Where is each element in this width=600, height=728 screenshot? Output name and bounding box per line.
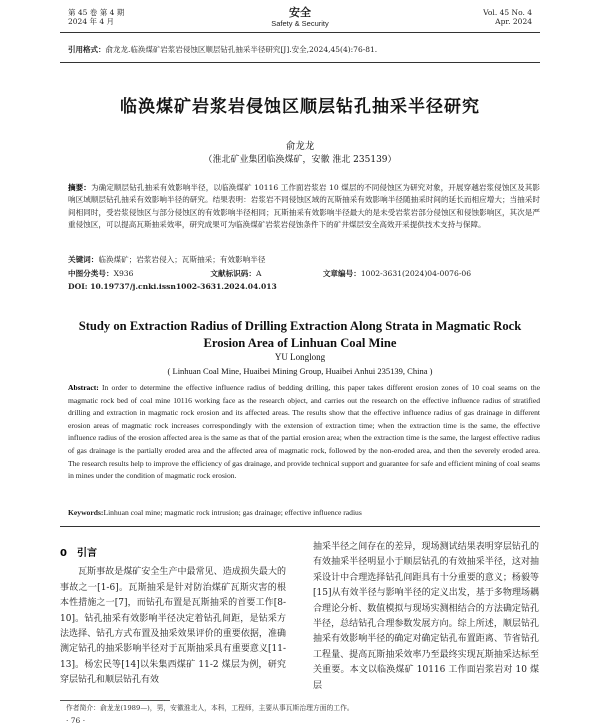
citation-label: 引用格式： [68,45,106,54]
abstract-cn [68,182,540,232]
article-number: 文章编号：1002-3631(2024)04-0076-06 [322,269,472,278]
abstract-en-text: In order to determine the effective influence radius of bedding drilling, this paper takes different erosion zones of 10 coal seams on the magmatic rock bed of coal mine 10116 working face as the research object, and carries out the research on the effective influence radius of stratified drilling and extraction in magmatic rock erosion and its affected areas. The results show that the effective influence radius of gas drainage in different erosion areas of magmatic rock increases correspondingly with the extension of extraction time; when the extraction time is the same, the effective influence radius of the erosion affected area is the same as that of the partial erosion area; when the extraction time is the same, the largest effective radius of gas drainage is the partially eroded area and the affected area of magmatic rock, followed by the non-eroded area, and then the severely eroded area. The research results help to improve the efficiency of gas drainage, and provide technical support and guarantee for safe and efficient mining of coal seams in mines under the condition of magmatic rock erosion. [68,383,540,481]
volume-issue: 第 45 卷 第 4 期 [68,8,125,17]
citation-text: 俞龙龙.临涣煤矿岩浆岩侵蚀区顺层钻孔抽采半径研究[J].安全,2024,45(4):76-81. [105,45,378,54]
citation-format [68,44,540,55]
author-footnote: 作者简介：俞龙龙(1989—)，男，安徽淮北人，本科，工程师，主要从事瓦斯治理方面的工作。 [66,704,354,712]
column-right [313,540,539,694]
keywords-cn-label: 关键词： [68,255,99,264]
volume-issue-en: Vol. 45 No. 4 [483,8,532,17]
author-cn: 俞龙龙 [285,141,315,152]
footnote-rule [60,700,170,701]
keywords-en [68,508,540,517]
page-number: · 76 · [66,716,86,725]
keywords-cn-text: 临涣煤矿；岩浆岩侵入；瓦斯抽采；有效影响半径 [98,255,266,264]
paper-title-cn: 临涣煤矿岩浆岩侵蚀区顺层钻孔抽采半径研究 [120,97,480,117]
affiliation-cn: （淮北矿业集团临涣煤矿，安徽 淮北 235139） [203,155,397,165]
paper-title-en: Study on Extraction Radius of Drilling Extraction Along Strata in Magmatic Rock Erosion Area of Linhuan Coal Mine [78,319,522,350]
abstract-rule [60,526,540,527]
issue-date-en: Apr. 2024 [495,17,532,26]
affiliation-en: ( Linhuan Coal Mine, Huaibei Mining Group, Huaibei Anhui 235139, China ) [167,366,433,376]
section-number: 0 [60,548,67,559]
document-code: 文献标识码：A [210,269,262,278]
journal-name-en: Safety & Security [271,19,329,28]
abstract-cn-label: 摘要： [68,183,91,192]
intro-paragraph-left: 瓦斯事故是煤矿安全生产中最常见、造成损失最大的事故之一[1-6]。瓦斯抽采是针对防治煤矿瓦斯灾害的根本性措施之一[7]，而钻孔布置是瓦斯抽采的首要工作[8-10]。钻孔抽采有效影响半径决定着钻孔间距，是钻采方法选择、钻孔方式布置及抽采效果评价的重要依据，准确测定钻孔的抽采影响半径对于瓦斯抽采具有重要意义[11-13]。杨宏民等[14]以朱集西煤矿 11-2 煤层为例，研究穿层钻孔和顺层钻孔有效 [60,567,286,686]
author-en: YU Longlong [274,352,326,362]
citation-rule [60,62,540,63]
issue-date: 2024 年 4 月 [68,17,115,26]
section-title: 引言 [76,548,97,559]
doi: DOI: 10.19737/j.cnki.issn1002-3631.2024.04.013 [68,282,277,291]
header-rule [60,32,540,33]
keywords-en-text: Linhuan coal mine; magmatic rock intrusion; gas drainage; effective influence radius [103,508,362,517]
clc-number: 中图分类号：X936 [68,269,134,278]
classification-line [68,268,538,279]
keywords-cn [68,254,540,266]
header-center [68,7,532,28]
intro-paragraph-right: 抽采半径之间存在的差异，现场测试结果表明穿层钻孔的有效抽采半径明显小于顺层钻孔的有效抽采半径，这对抽采设计中合理选择钻孔间距具有十分重要的意义；杨毅等[15]从有效半径与影响半径的定义出发，基于多物理场耦合理论分析、数值模拟与现场实测相结合的方法确定钻孔半径，总结钻孔合理参数发展方向。综上所述，顺层钻孔抽采有效影响半径的确定对确定钻孔布置距离、节省钻孔工程量、提高瓦斯抽采效率乃至最终实现瓦斯抽采达标至关重要。本文以临涣煤矿 10116 工作面岩浆岩对 10 煤层 [313,542,539,691]
journal-name-cn: 安全 [289,6,311,19]
column-left [60,540,286,689]
abstract-cn-text: 为确定顺层钻孔抽采有效影响半径，以临涣煤矿 10116 工作面岩浆岩 10 煤层的不同侵蚀区为研究对象，开展穿越岩浆侵蚀区及其影响区域顺层钻孔抽采有效影响半径的研究。结果表明：岩浆岩不同侵蚀区域的瓦斯抽采有效影响半径随抽采时间的延长而相应增大；当抽采时间相同时，受岩浆侵蚀区与部分侵蚀区的有效影响半径相同；瓦斯抽采有效影响半径最大的是未受岩浆岩部分侵蚀区和侵蚀影响区，其次是严重侵蚀区，可以提高瓦斯抽采效率，研究成果可为临涣煤矿岩浆岩侵蚀条件下的矿井煤层安全高效开采提供技术支持与保障。 [68,183,541,230]
section-heading [60,546,286,561]
running-header [68,8,532,34]
abstract-en-label: Abstract: [68,383,99,392]
header-right [483,8,532,26]
keywords-en-label: Keywords: [68,508,104,517]
abstract-en [68,382,540,483]
